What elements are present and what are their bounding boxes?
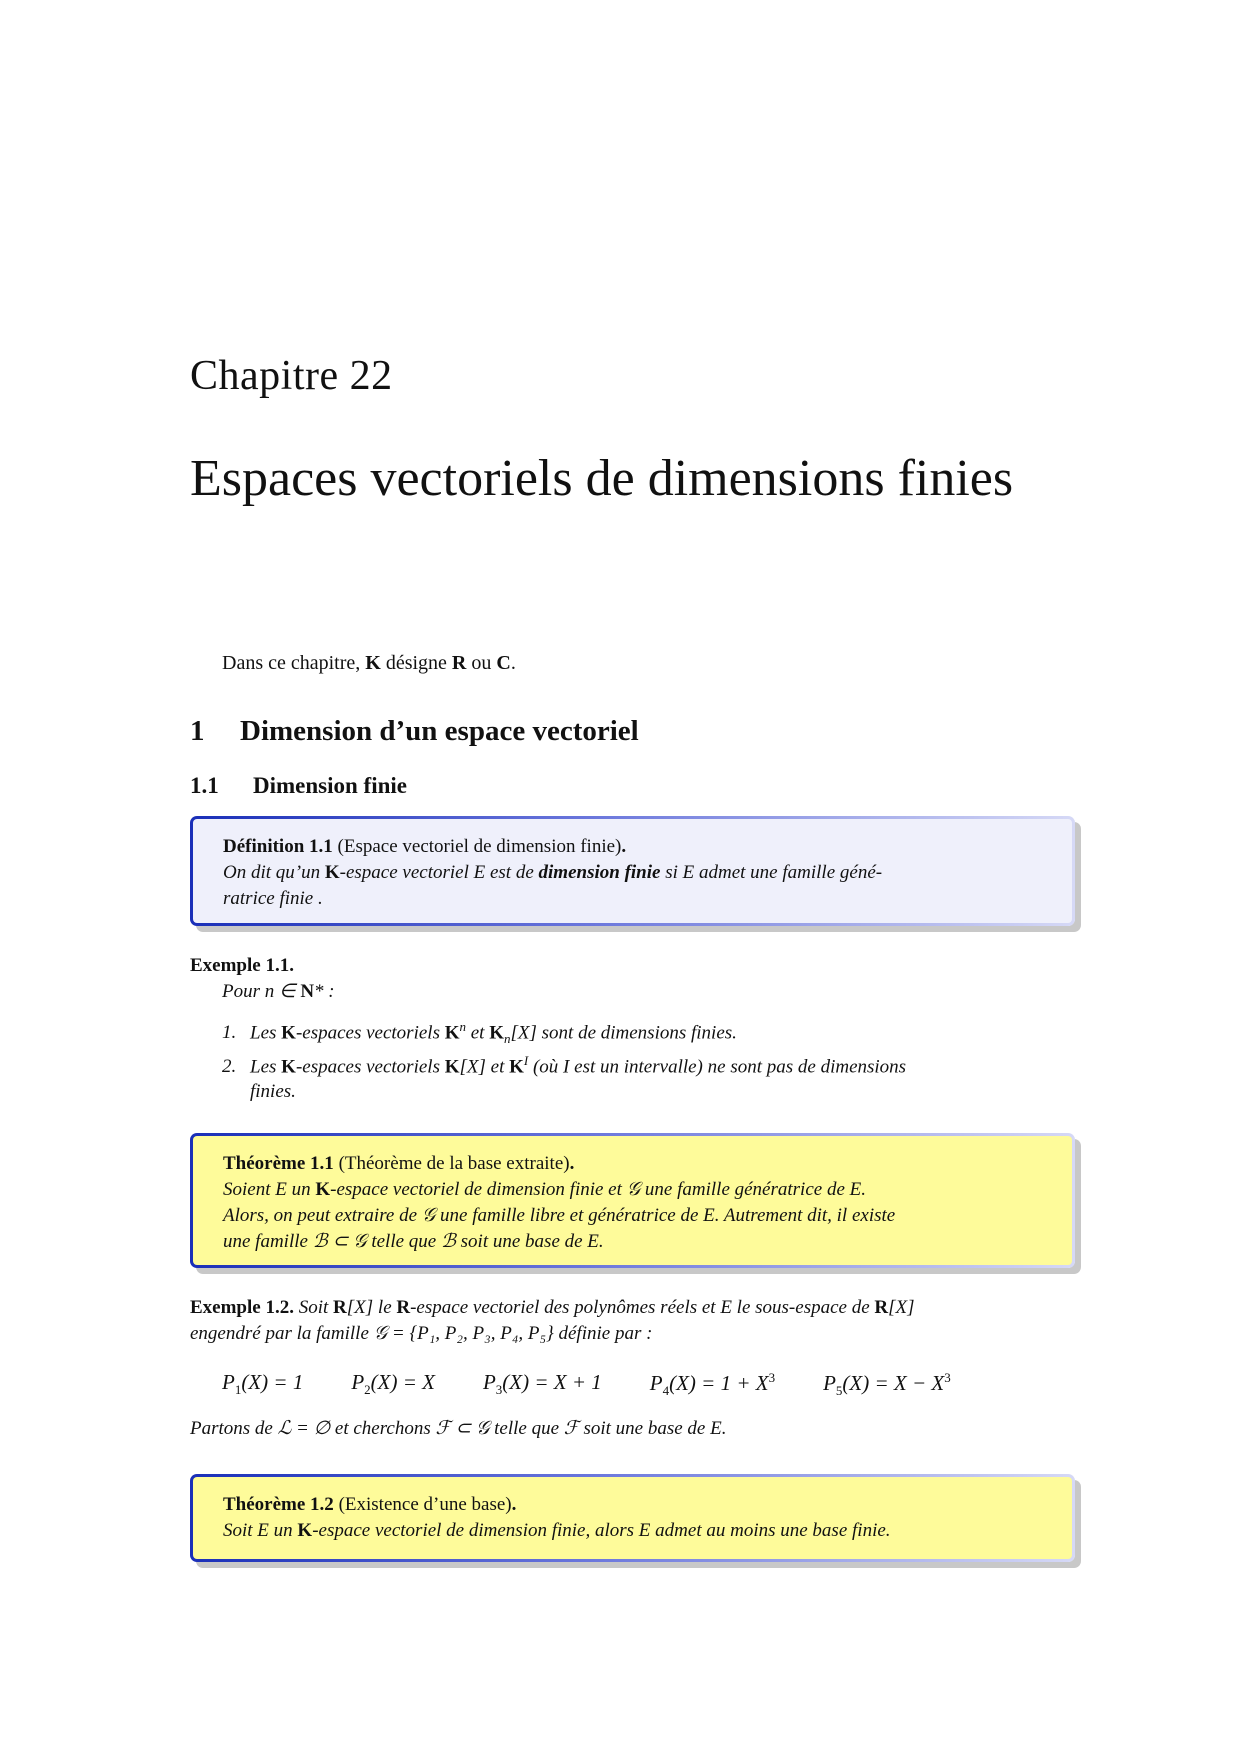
poly-name: P bbox=[823, 1371, 836, 1395]
example-2-line1 bbox=[190, 1295, 1080, 1321]
example-2-line2: engendré par la famille 𝒢 = {P₁, P₂, P₃, P₄, P₅} définie par : bbox=[190, 1323, 653, 1344]
text: et bbox=[466, 1022, 490, 1044]
text: Pour n ∈ bbox=[222, 981, 301, 1002]
theorem-header bbox=[223, 1151, 1042, 1177]
list-item bbox=[222, 1048, 1080, 1104]
example-1-label bbox=[190, 953, 294, 979]
field-N: N bbox=[300, 981, 315, 1002]
definition-label: Définition 1.1 bbox=[223, 836, 333, 857]
text: (où I est un intervalle) ne sont pas de dimensions bbox=[528, 1056, 907, 1078]
text: [X] bbox=[888, 1297, 915, 1318]
field-K: K bbox=[509, 1056, 524, 1078]
text: -espace vectoriel E est de bbox=[339, 862, 539, 883]
polynomial bbox=[650, 1370, 775, 1399]
intro-text: désigne bbox=[380, 652, 452, 674]
example-label: Exemple 1.2. bbox=[190, 1297, 294, 1318]
subsection-title: Dimension finie bbox=[253, 773, 407, 798]
list-number: 2. bbox=[222, 1056, 237, 1078]
chapter-title: Espaces vectoriels de dimensions finies bbox=[190, 450, 1014, 507]
polynomial bbox=[483, 1370, 602, 1399]
field-R: R bbox=[874, 1297, 889, 1318]
text: -espace vectoriel des polynômes réels et E le sous-espace de bbox=[410, 1297, 875, 1318]
poly-name: P bbox=[222, 1370, 235, 1394]
theorem-body-line3: une famille ℬ ⊂ 𝒢 telle que ℬ soit une base de E. bbox=[223, 1231, 604, 1252]
poly-rhs: (X) = X + 1 bbox=[502, 1370, 602, 1394]
poly-name: P bbox=[351, 1370, 365, 1394]
text: Soit bbox=[293, 1297, 334, 1318]
superscript: 3 bbox=[944, 1370, 951, 1385]
theorem-label: Théorème 1.2 bbox=[223, 1494, 334, 1515]
subsection-number: 1.1 bbox=[190, 773, 219, 798]
list-item bbox=[222, 1014, 1080, 1051]
definition-body bbox=[223, 860, 1042, 886]
theorem-label: Théorème 1.1 bbox=[223, 1153, 334, 1174]
theorem-1-box bbox=[190, 1133, 1075, 1268]
text: si E admet une famille géné- bbox=[660, 862, 883, 883]
definition-box bbox=[190, 816, 1075, 926]
field-K: K bbox=[281, 1056, 296, 1078]
text: Les bbox=[250, 1022, 282, 1044]
field-K: K bbox=[444, 1056, 460, 1078]
poly-name: P bbox=[482, 1370, 496, 1394]
theorem-body bbox=[223, 1518, 1042, 1544]
example-label: Exemple 1.1. bbox=[190, 955, 294, 976]
subscript: 2 bbox=[364, 1382, 371, 1398]
poly-rhs: (X) = X − X bbox=[842, 1371, 945, 1395]
section-number: 1 bbox=[190, 715, 205, 747]
poly-rhs: (X) = 1 + X bbox=[669, 1371, 769, 1395]
field-R: R bbox=[396, 1297, 411, 1318]
text: Soient E un bbox=[223, 1179, 316, 1200]
definition-dot: . bbox=[621, 836, 627, 857]
definition-body-line2: ratrice finie . bbox=[223, 888, 323, 909]
chapter-label: Chapitre 22 bbox=[190, 353, 393, 399]
intro-text: . bbox=[510, 652, 516, 674]
field-K: K bbox=[281, 1022, 296, 1044]
polynomial bbox=[222, 1370, 303, 1399]
superscript: I bbox=[523, 1053, 529, 1068]
emphasis-term: dimension finie bbox=[538, 862, 661, 883]
superscript: 3 bbox=[768, 1370, 776, 1385]
example-1-intro bbox=[222, 979, 335, 1005]
theorem-body-line1 bbox=[223, 1177, 1042, 1203]
intro-text: Dans ce chapitre, bbox=[222, 652, 366, 674]
definition-name: (Espace vectoriel de dimension finie) bbox=[337, 836, 622, 857]
theorem-2-box bbox=[190, 1474, 1075, 1562]
text: [X] le bbox=[346, 1297, 397, 1318]
field-K: K bbox=[365, 652, 381, 674]
text: -espace vectoriel de dimension finie, alors E admet au moins une base finie. bbox=[312, 1520, 891, 1541]
field-K: K bbox=[489, 1022, 504, 1044]
poly-name: P bbox=[649, 1371, 663, 1395]
subsection-heading bbox=[190, 773, 407, 799]
text: [X] sont de dimensions finies. bbox=[510, 1022, 737, 1044]
text: finies. bbox=[250, 1081, 296, 1103]
section-title: Dimension d’un espace vectoriel bbox=[240, 715, 639, 747]
theorem-name: (Existence d’une base) bbox=[338, 1494, 512, 1515]
field-R: R bbox=[451, 652, 467, 674]
list-number: 1. bbox=[222, 1022, 237, 1044]
text: Soit E un bbox=[223, 1520, 298, 1541]
theorem-name: (Théorème de la base extraite) bbox=[338, 1153, 570, 1174]
subscript: 3 bbox=[495, 1382, 503, 1398]
subscript: 1 bbox=[234, 1382, 242, 1398]
intro-text: ou bbox=[466, 652, 497, 674]
section-heading bbox=[190, 715, 639, 748]
theorem-body-line2: Alors, on peut extraire de 𝒢 une famille libre et génératrice de E. Autrement dit, il existe bbox=[223, 1205, 896, 1226]
text: -espace vectoriel de dimension finie et 𝒢 une famille génératrice de E. bbox=[330, 1179, 866, 1200]
intro-paragraph bbox=[222, 652, 516, 675]
example-2-conclusion: Partons de ℒ = ∅ et cherchons ℱ ⊂ 𝒢 telle que ℱ soit une base de E. bbox=[190, 1418, 727, 1439]
polynomial bbox=[823, 1370, 951, 1399]
polynomial bbox=[351, 1370, 435, 1399]
text: * : bbox=[314, 981, 335, 1002]
text: On dit qu’un bbox=[223, 862, 325, 883]
text: Les bbox=[250, 1056, 282, 1078]
subscript: n bbox=[504, 1031, 511, 1047]
superscript: n bbox=[459, 1019, 466, 1034]
text: [X] et bbox=[459, 1056, 510, 1078]
definition-header bbox=[223, 834, 1042, 860]
subscript: 4 bbox=[662, 1383, 670, 1399]
theorem-dot: . bbox=[511, 1494, 517, 1515]
poly-rhs: (X) = X bbox=[370, 1370, 435, 1394]
field-K: K bbox=[315, 1179, 331, 1200]
field-K: K bbox=[297, 1520, 313, 1541]
text: -espaces vectoriels bbox=[295, 1022, 445, 1044]
polynomial-list bbox=[222, 1370, 951, 1399]
field-K: K bbox=[444, 1022, 460, 1044]
subscript: 5 bbox=[835, 1383, 843, 1399]
text: -espaces vectoriels bbox=[295, 1056, 445, 1078]
field-K: K bbox=[324, 862, 340, 883]
field-R: R bbox=[333, 1297, 347, 1318]
field-C: C bbox=[496, 652, 511, 674]
theorem-header bbox=[223, 1492, 1042, 1518]
theorem-dot: . bbox=[569, 1153, 575, 1174]
poly-rhs: (X) = 1 bbox=[241, 1370, 304, 1394]
